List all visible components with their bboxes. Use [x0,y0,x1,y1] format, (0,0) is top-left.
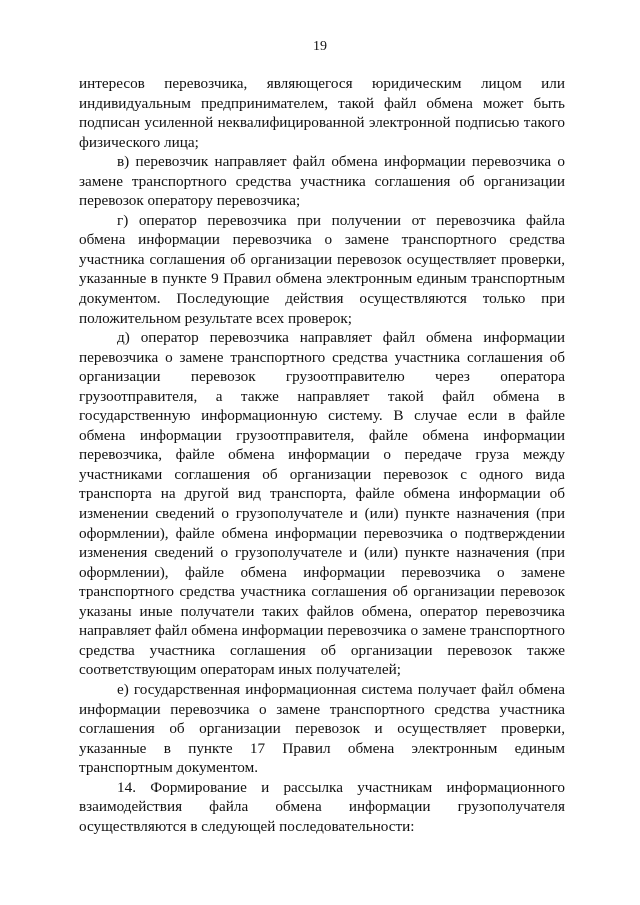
paragraph-continuation: интересов перевозчика, являющегося юридическим лицом или индивидуальным предпринимателем, такой файл обмена может быть подписан усиленной неквалифицированной электронной подписью такого физического лица; [79,75,565,151]
paragraph-section-14: 14. Формирование и рассылка участникам информационного взаимодействия файла обмена информации грузополучателя осуществляются в следующей последовательности: [79,778,565,835]
document-body [79,74,565,836]
paragraph-item-d: д) оператор перевозчика направляет файл обмена информации перевозчика о замене транспортного средства участника соглашения об организации перевозок грузоотправителю через оператора грузоотправителя, а также направляет такой файл обмена в государственную информационную систему. В случае если в файле обмена информации грузоотправителя, файле обмена информации перевозчика, файле обмена информации о передаче груза между участниками соглашения об организации перевозок с одного вида транспорта на другой вид транспорта, файле обмена информации об изменении сведений о грузополучателе и (или) пункте назначения (при оформлении), файле обмена информации перевозчика о подтверждении изменения сведений о грузополучателе и (или) пункте назначения (при оформлении), файле обмена информации перевозчика о замене транспортного средства участника соглашения об организации перевозок указаны иные получатели таких файлов обмена, оператор перевозчика направляет файл обмена информации перевозчика о замене транспортного средства участника соглашения об организации перевозок также соответствующим операторам иных получателей; [79,329,565,679]
page-number: 19 [313,39,327,54]
paragraph-item-v: в) перевозчик направляет файл обмена информации перевозчика о замене транспортного средства участника соглашения об организации перевозок оператору перевозчика; [79,153,565,210]
paragraph-item-g: г) оператор перевозчика при получении от перевозчика файла обмена информации перевозчика о замене транспортного средства участника соглашения об организации перевозок осуществляет проверки, указанные в пункте 9 Правил обмена электронным единым транспортным документом. Последующие действия осуществляются только при положительном результате всех проверок; [79,211,565,327]
paragraph-item-e: е) государственная информационная система получает файл обмена информации перевозчика о замене транспортного средства участника соглашения об организации перевозок и осуществляет проверки, указанные в пункте 17 Правил обмена электронным единым транспортным документом. [79,680,565,777]
